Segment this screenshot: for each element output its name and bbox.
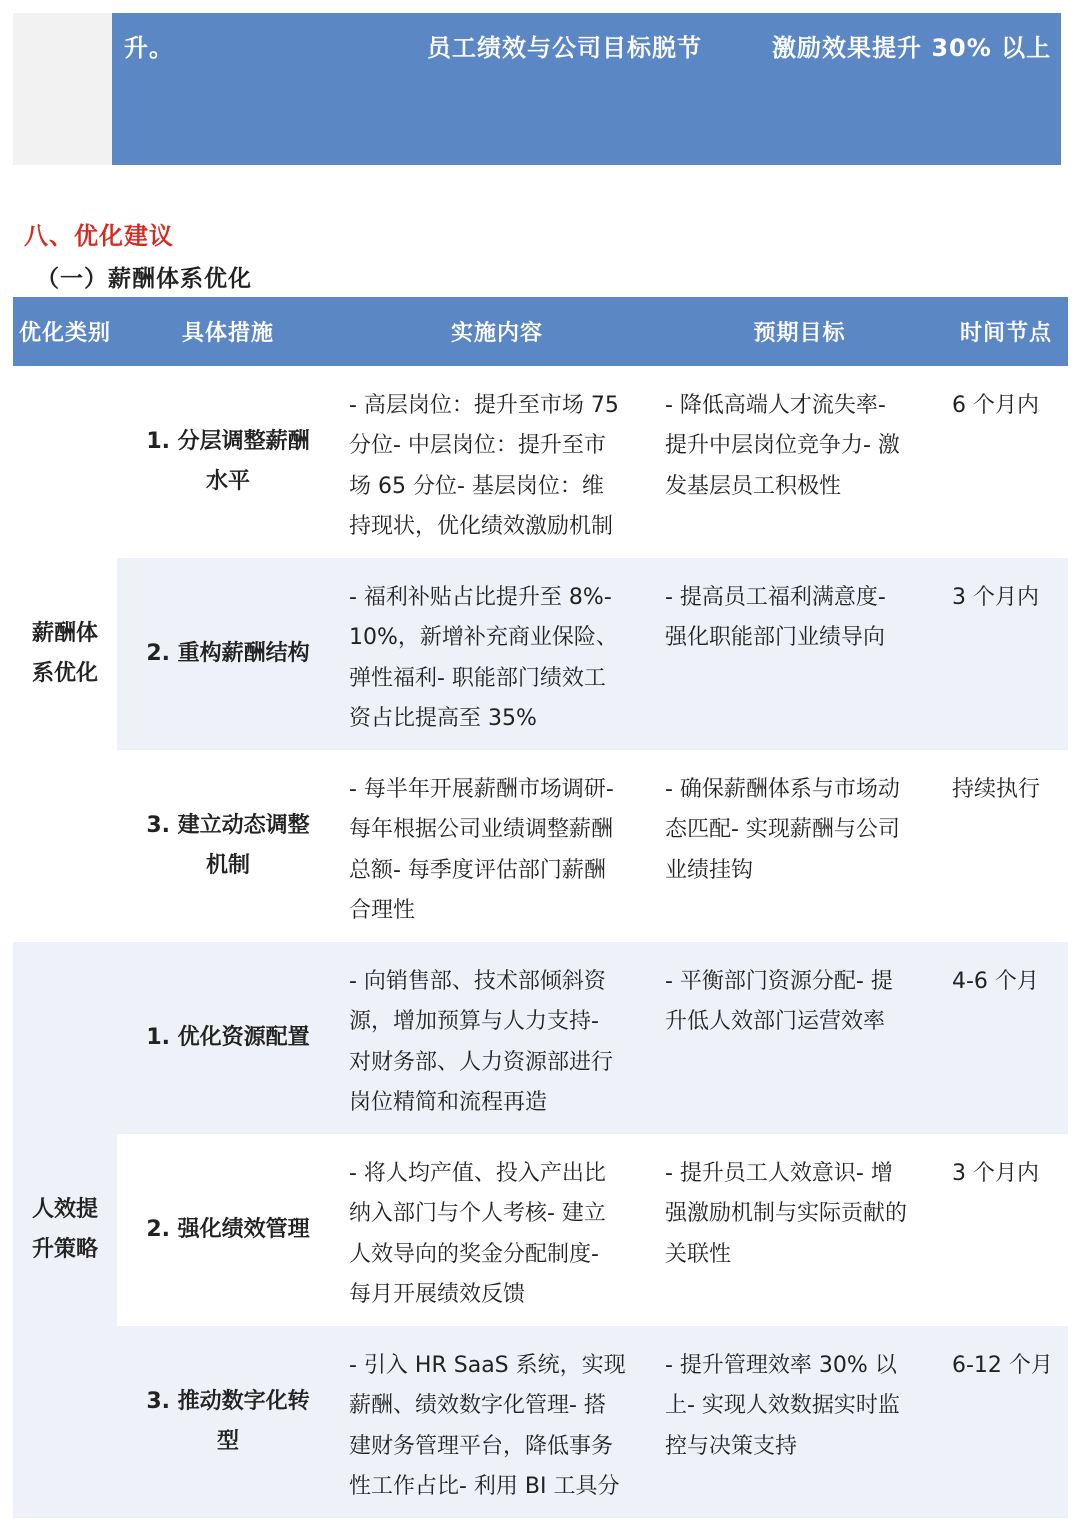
goal-cell: - 降低高端人才流失率- 提升中层岗位竞争力- 激 发基层员工积极性 — [665, 393, 900, 499]
content-cell: - 向销售部、技术部倾斜资 源，增加预算与人力支持- 对财务部、人力资源部进行 岗位精简和流程再造 — [339, 942, 655, 1134]
content-cell: - 高层岗位：提升至市场 75 分位- 中层岗位：提升至市 场 65 分位- 基层岗位：维 持现状，优化绩效激励机制 — [349, 393, 619, 539]
measure-cell: 1. 分层调整薪酬 水平 — [146, 429, 310, 494]
category-cell: 薪酬体 系优化 — [13, 366, 117, 942]
header-category: 优化类别 — [13, 297, 117, 366]
header-time: 时间节点 — [944, 297, 1068, 366]
header-content: 实施内容 — [339, 297, 655, 366]
content-cell: - 每半年开展薪酬市场调研- 每年根据公司业绩调整薪酬 总额- 每季度评估部门薪酬 合理性 — [349, 777, 614, 923]
content-cell: - 福利补贴占比提升至 8%- 10%，新增补充商业保险、 弹性福利- 职能部门绩效工 资占比提高至 35% — [339, 558, 655, 750]
time-cell: 4-6 个月 — [944, 942, 1068, 1134]
continued-row-category-cell — [13, 13, 112, 165]
measure-cell: 2. 重构薪酬结构 — [117, 558, 339, 750]
measure-cell: 1. 优化资源配置 — [117, 942, 339, 1134]
goal-cell: - 提升员工人效意识- 增 强激励机制与实际贡献的 关联性 — [665, 1161, 908, 1267]
header-goal: 预期目标 — [655, 297, 944, 366]
goal-cell: - 确保薪酬体系与市场动 态匹配- 实现薪酬与公司 业绩挂钩 — [665, 777, 900, 883]
continued-table-row — [13, 13, 1061, 165]
table-row — [13, 750, 1068, 942]
time-cell: 3 个月内 — [952, 1161, 1039, 1186]
goal-cell: - 平衡部门资源分配- 提 升低人效部门运营效率 — [655, 942, 944, 1134]
header-measure: 具体措施 — [117, 297, 339, 366]
table-row — [13, 366, 1068, 558]
table-row — [13, 1326, 1068, 1518]
continued-cell-1: 升。 — [124, 34, 174, 62]
table-header-row — [13, 297, 1068, 366]
continued-cell-3: 激励效果提升 30% 以上 — [772, 34, 1052, 62]
measure-cell: 3. 建立动态调整 机制 — [146, 813, 310, 878]
time-cell: 3 个月内 — [944, 558, 1068, 750]
continued-cell-2: 员工绩效与公司目标脱节 — [427, 34, 702, 62]
optimization-table — [13, 297, 1068, 1518]
measure-cell: 2. 强化绩效管理 — [146, 1217, 310, 1242]
continued-row-highlight — [112, 13, 1061, 165]
goal-cell: - 提升管理效率 30% 以 上- 实现人效数据实时监 控与决策支持 — [655, 1326, 944, 1518]
measure-cell: 3. 推动数字化转 型 — [117, 1326, 339, 1518]
table-row — [13, 1134, 1068, 1326]
subsection-title: （一）薪酬体系优化 — [36, 266, 252, 292]
time-cell: 6-12 个月 — [944, 1326, 1068, 1518]
section-title: 八、优化建议 — [24, 222, 174, 250]
time-cell: 持续执行 — [952, 777, 1041, 802]
content-cell: - 将人均产值、投入产出比 纳入部门与个人考核- 建立 人效导向的奖金分配制度- 每月开展绩效反馈 — [349, 1161, 606, 1307]
goal-cell: - 提高员工福利满意度- 强化职能部门业绩导向 — [655, 558, 944, 750]
table-row — [13, 942, 1068, 1134]
time-cell: 6 个月内 — [952, 393, 1039, 418]
table-row — [13, 558, 1068, 750]
category-cell: 人效提 升策略 — [13, 942, 117, 1518]
content-cell: - 引入 HR SaaS 系统，实现 薪酬、绩效数字化管理- 搭 建财务管理平台，降低事务 性工作占比- 利用 BI 工具分 — [339, 1326, 655, 1518]
